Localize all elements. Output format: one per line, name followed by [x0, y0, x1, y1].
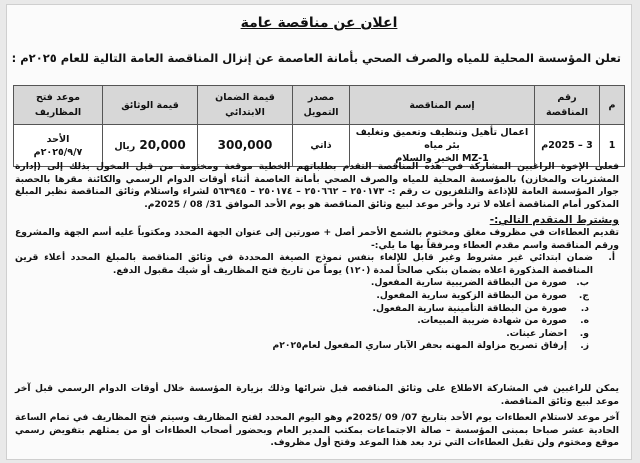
item-text: ضمان ابتدائي غير مشروط وغير قابل للإلغاء بنفس نموذج الصيغة المحددة في وثائق المناقصة بالمبلغ المحدد أعلاء قرين المناقصة المذكورة اعلاه بضمان بنكي صالحاً لمدة (١٢٠) يوماً من تاريخ فتح المظاريف أو شيك مقبول الدفع. — [15, 252, 593, 276]
header-opening-date: موعد فتح المظاريف — [14, 86, 103, 125]
opening-date: ٢٠٢٥/٩/٧م — [33, 146, 83, 158]
docs-value-currency: ريال — [114, 140, 136, 152]
cell-funding: ذاتي — [293, 125, 350, 167]
cell-number: 3 – 2025م — [535, 125, 600, 167]
closing-text — [15, 383, 619, 454]
requirements-intro: تقديم العطاءات في مظروف مغلق ومختوم بالشمع الأحمر أصل + صورتين إلى عنوان الجهة المحدد ومكتوباً عليه أسم الجهة والمشروع ورقم المناقصة واسم مقدم العطاء ومرفقاً بها ما يلي:- — [15, 226, 619, 251]
list-item — [15, 340, 619, 353]
list-item — [15, 303, 619, 316]
cell-name-line1: اعمال تأهيل وتنظيف وتعميق وتغليف بئر مياه — [355, 127, 529, 151]
item-letter: أ. — [608, 252, 615, 264]
list-item — [15, 328, 619, 341]
item-text: إرفاق تصريح مزاولة المهنه بحفر الآبار ساري المفعول لعام٢٠٢٥م — [272, 340, 567, 352]
header-number: رقم المناقصة — [535, 86, 600, 125]
item-letter: ب. — [576, 277, 589, 289]
cell-name-line2: MZ-1 الخير والسلام — [395, 153, 489, 164]
item-text: صورة من البطاقة الضريبية سارية المفعول. — [370, 277, 567, 289]
header-funding: مصدر التمويل — [293, 86, 350, 125]
requirements-list — [15, 252, 619, 353]
paragraph-inspection: يمكن للراغبين في المشاركة الاطلاع على وثائق المناقصه قبل شرائها وذلك بزيارة المؤسسة خلال أوقات الدوام الرسمي قبل آخر موعد لبيع وثائق المناقصة. — [15, 383, 619, 407]
list-item — [15, 252, 619, 277]
cell-guarantee: 300,000 — [198, 125, 293, 167]
page-title: اعلان عن مناقصة عامة — [240, 15, 398, 31]
table-header-row — [14, 86, 625, 125]
header-name: إسم المناقصة — [350, 86, 535, 125]
item-letter: د. — [580, 302, 589, 314]
requirements-heading: ويشترط المتقدم التالي:- — [489, 214, 619, 227]
docs-value-amount: 20,000 — [139, 137, 186, 152]
item-text: صورة من البطاقة الزكوية سارية المفعول. — [376, 289, 567, 301]
cell-index: 1 — [600, 125, 625, 167]
header-docs-value: قيمة الوثائق — [103, 86, 198, 125]
opening-day: الأحد — [46, 133, 70, 145]
item-letter: ج. — [578, 289, 589, 301]
item-letter: ز. — [580, 340, 589, 352]
list-item — [15, 315, 619, 328]
tender-announcement-page — [6, 4, 632, 460]
intro-text: تعلن المؤسسة المحلية للمياه والصرف الصحي بأمانة العاصمة عن إنزال المناقصة العامة التالية للعام ٢٠٢٥م : — [11, 51, 621, 65]
header-guarantee: قيمة الضمان الابتدائي — [198, 86, 293, 125]
body-text — [15, 161, 619, 353]
item-letter: و. — [579, 327, 589, 339]
header-index: م — [600, 86, 625, 125]
item-letter: ه. — [580, 315, 589, 327]
item-text: صورة من شهادة ضريبة المبيعات. — [417, 315, 567, 327]
list-item — [15, 290, 619, 303]
item-text: احضار عينات. — [506, 327, 567, 339]
paragraph-deadline: آخر موعد لاستلام العطاءات يوم الأحد بتاريخ 07/ 09 /2025م وهو اليوم المحدد لفتح المظاريف وسيتم فتح المظاريف في تمام الساعة الحادية عشر صباحا بمبنى المؤسسة – صالة الاجتماعات بمكتب المدير العام وبحضور أصحاب العطاءات أو من يمثلهم بتفويض رسمي موقع ومختوم ولن تقبل العطاءات التي ترد بعد هذا الموعد وفتح أول مظروف. — [15, 412, 619, 449]
paragraph-purchase: فعلى الإخوة الراغبين المشاركة في هذه المناقصة التقدم بطلباتهم الخطية موقعة ومختومة من قبل المخول بذلك إلى (إدارة المشتريات والمخازن) بالمؤسسة المحلية للمياه والصرف الصحي بأمانة العاصمة أثناء أوقات الدوام الرسمي والكائنة مقرها بالحصبة جوار المؤسسة العامة للإذاعة والتلفزيون ت رقم :- ٢٥٠١٧٣ – ٢٥٠٦٦٢ – ٢٥٠١٧٤ – ٥٦٣٩٤٥ لشراء واستلام وثائق المناقصة نظير المبلغ المذكور أمام المناقصة أعلاه لا ترد وأخر موعد لبيع وثائق المناقصة هو يوم الأحد الموافق 31/ 08 / 2025م. — [15, 161, 619, 210]
list-item — [15, 277, 619, 290]
tender-table — [13, 85, 625, 167]
item-text: صورة من البطاقة التأمينية سارية المفعول. — [372, 302, 567, 314]
